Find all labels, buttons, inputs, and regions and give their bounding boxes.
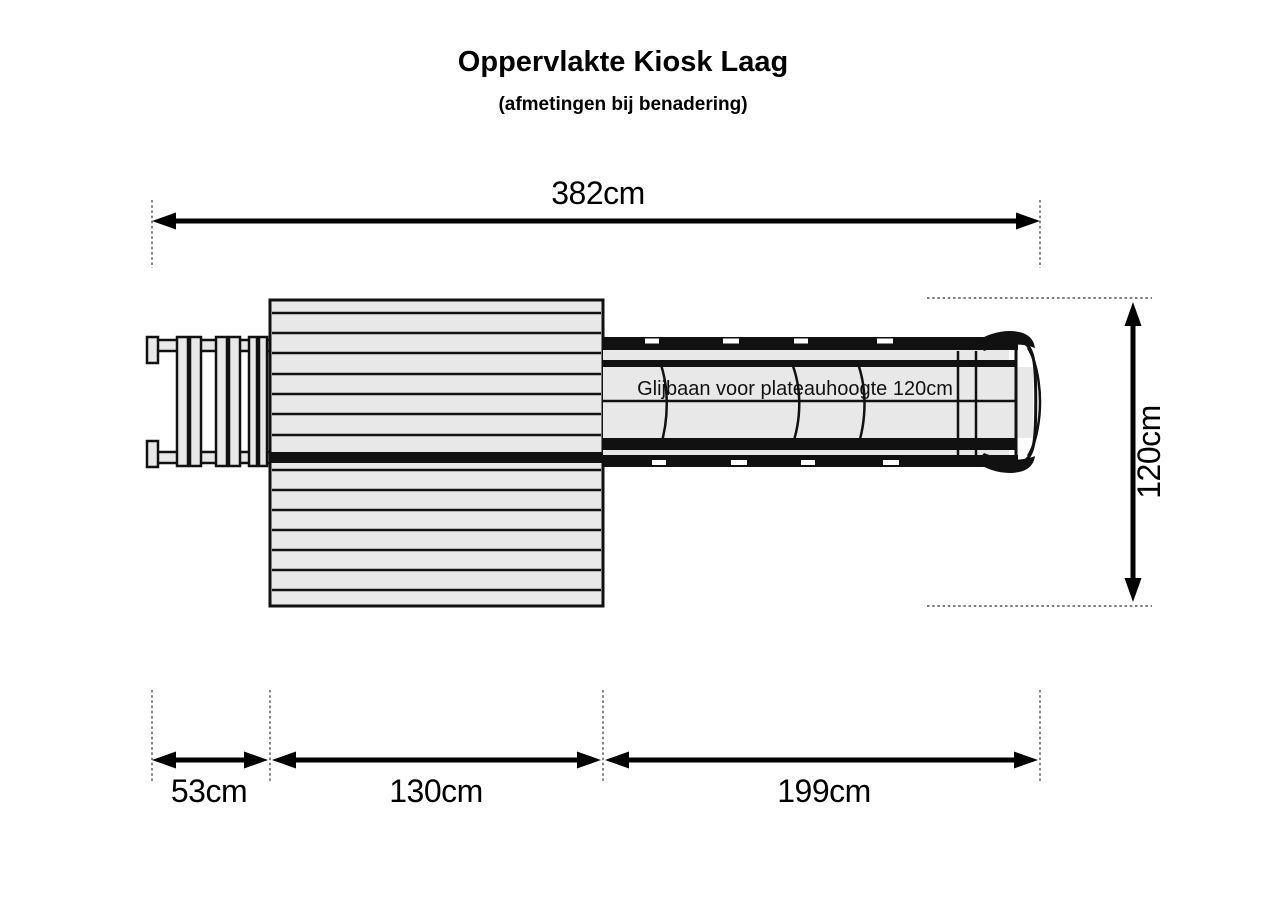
page-title: Oppervlakte Kiosk Laag	[457, 46, 789, 78]
slide-wall-top-outer	[603, 337, 1018, 350]
arrowhead-left-icon	[152, 752, 176, 769]
ladder-rung	[216, 337, 227, 466]
slide-wall-notch	[645, 339, 659, 344]
slide-wall-notch	[794, 339, 808, 344]
dim-slide-length-label: 199cm	[777, 773, 871, 809]
ladder-rung	[190, 337, 201, 466]
ladder-rung	[249, 337, 257, 466]
dimension-bottom-extensions	[152, 690, 1040, 783]
slide-wall-bottom-inner	[603, 438, 1015, 450]
ladder-end-tab	[147, 337, 158, 363]
slide-wall-notch	[731, 460, 747, 465]
arrowhead-right-icon	[577, 752, 601, 769]
dim-total-width-label: 382cm	[551, 175, 645, 211]
dimension-ladder-depth	[152, 752, 268, 810]
dimension-slide-length	[605, 752, 1038, 810]
ladder-rung	[259, 337, 267, 466]
slide-wall-notch	[877, 339, 893, 344]
slide-wall-notch	[801, 460, 815, 465]
arrowhead-right-icon	[1016, 213, 1040, 230]
arrowhead-up-icon	[1125, 302, 1142, 326]
header-block	[458, 46, 788, 115]
page-subtitle: (afmetingen bij benadering)	[498, 94, 748, 115]
slide-wall-top-strip	[603, 350, 1009, 360]
platform-top-view	[270, 300, 603, 606]
slide-label: Glijbaan voor plateauhoogte 120cm	[637, 378, 953, 400]
platform-seam-band	[270, 452, 603, 463]
slide-wall-top-inner	[603, 360, 1015, 367]
dim-ladder-depth-label: 53cm	[170, 773, 248, 809]
slide-wall-notch	[652, 460, 666, 465]
arrowhead-right-icon	[1014, 752, 1038, 769]
slide-wall-bottom-strip	[603, 450, 1009, 455]
slide-wall-notch	[883, 460, 899, 465]
arrowhead-down-icon	[1125, 578, 1142, 602]
arrowhead-left-icon	[152, 213, 176, 230]
ladder-rung	[177, 337, 188, 466]
dimension-total-width	[152, 175, 1040, 268]
dim-platform-width-label: 130cm	[389, 773, 483, 809]
arrowhead-left-icon	[272, 752, 296, 769]
slide-wall-notch	[723, 339, 739, 344]
dimension-platform-width	[272, 752, 601, 810]
slide-top-view	[603, 331, 1040, 473]
arrowhead-left-icon	[605, 752, 629, 769]
ladder-end-tab	[147, 441, 158, 467]
ladder-rung	[229, 337, 240, 466]
arrowhead-right-icon	[244, 752, 268, 769]
dim-footprint-depth-label: 120cm	[1131, 405, 1167, 499]
ladder-top-view	[147, 337, 272, 467]
